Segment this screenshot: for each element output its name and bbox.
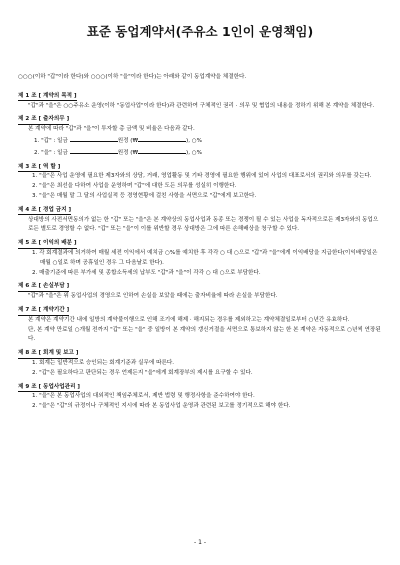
amount-blank-field[interactable]: [70, 135, 118, 142]
article-4: [18, 206, 382, 235]
amount-number-blank-field[interactable]: [138, 147, 186, 154]
article-6-paragraph: "갑"과 "을"은 위 동업사업의 경영으로 인하여 손실을 보았을 때에는 출자비율에 따라 손실을 부담한다.: [28, 293, 278, 300]
article-6: [18, 282, 382, 302]
article-5-title: 제 5 조 [ 이익의 배분 ]: [18, 239, 77, 249]
page-number: - 1 -: [194, 539, 206, 546]
article-4-paragraph: 상대방의 사전서면동의가 없는 한 "갑" 또는 "을"은 본 계약상의 동업사업과 동종 또는 경쟁이 될 수 있는 사업을 독자적으로든 제3자와의 동업으로든 별도로 경영할 수 없다. "갑" 또는 "을"이 이를 위반할 경우 상대방은 그에 따른 손해배상을 청구할 수 있다.: [28, 216, 379, 233]
article-1-title: 제 1 조 [ 계약의 목적 ]: [18, 92, 77, 102]
amount-blank-field[interactable]: [70, 147, 118, 154]
article-3: [18, 163, 382, 202]
investment-gap-prefix: 1. "갑" : 일금: [34, 137, 68, 144]
investment-line-eul: [18, 147, 382, 159]
investment-gap-mid: 원정 (₩: [117, 137, 139, 144]
article-7: [18, 306, 382, 345]
article-2-paragraph: 본 계약에 따라 "갑"과 "을"이 투자할 총 금액 및 비율은 다음과 같다.: [28, 126, 195, 133]
list-item: 2. 매출기준에 따른 부가세 및 종합소득세의 납부도 "갑"과 "을"이 각각 ○ 대 ○으로 부담한다.: [32, 269, 261, 276]
investment-eul-prefix: 2. "을" : 일금: [34, 149, 68, 156]
article-5: [18, 239, 382, 278]
article-8-title: 제 8 조 [ 회계 및 보고 ]: [18, 349, 78, 359]
article-3-title: 제 3 조 [ 역 할 ]: [18, 163, 60, 173]
article-2-title: 제 2 조 [ 출자의무 ]: [18, 115, 69, 125]
intro-text: ○○○(이하 "갑"이라 한다)와 ○○○(이하 "을"이라 한다)는 아래와 같이 동업계약을 체결한다.: [18, 74, 247, 80]
investment-gap-suffix: ), ○%: [186, 137, 202, 144]
article-1: [18, 92, 382, 112]
investment-line-gap: [18, 135, 382, 147]
article-7-title: 제 7 조 [ 계약기간 ]: [18, 306, 69, 316]
article-4-title: 제 4 조 [ 경업 금지 ]: [18, 206, 71, 216]
amount-number-blank-field[interactable]: [138, 135, 186, 142]
document-body: [18, 73, 382, 416]
article-2: [18, 115, 382, 158]
article-9-title: 제 9 조 [ 동업사업관리 ]: [18, 383, 80, 393]
list-item: 2. "을"은 "갑"의 규정이나 구체적인 지시에 따라 본 동업사업 운영과 관련된 보고를 정기적으로 해야 한다.: [32, 403, 291, 410]
article-1-paragraph: "갑"과 "을"은 ○○주유소 운영(이하 "동업사업"이라 한다)과 관련하여 구체적인 권리 · 의무 및 협업의 내용을 정하기 위해 본 계약을 체결한다.: [28, 102, 375, 109]
list-item: 2. "을"은 최선을 다하여 사업을 운영하며 "갑"에 대한 도든 의무를 성실히 이행한다.: [32, 183, 237, 190]
article-6-title: 제 6 조 [ 손실부담 ]: [18, 282, 69, 292]
list-item: 2. "갑"은 필요하다고 판단되는 경우 언제든지 "을"에게 회계장부의 제시를 요구할 수 있다.: [32, 369, 253, 376]
article-9: [18, 383, 382, 412]
list-item: 1. "을"은 사업 운영에 필요한 제3자와의 상담, 거래, 영업활동 및 기타 경영에 필요한 행위에 있어 사업의 대표로서의 권리와 의무를 갖는다.: [32, 173, 372, 180]
article-7-paragraph: 단, 본 계약 만료일 ○개월 전까지 "갑" 또는 "을" 중 일방이 본 계약의 갱신거절을 서면으로 통보하지 않는 한 본 계약은 자동적으로 ○년씩 연장된다.: [28, 326, 381, 343]
list-item: 3. "을"은 매월 말 그 달의 사업실적 등 경영현황에 걸친 사항을 서면으로 "갑"에게 보고한다.: [32, 192, 257, 199]
list-item: 1. 각 회계결과에 의거하여 매월 세전 이익에서 예치금 ○%를 예치한 후 각각 ○ 대 ○으로 "갑"과 "을"에게 이익배당을 지급한다(이익배당일은 매월 ○일로 하며 공휴일인 경우 그 다음날로 한다).: [32, 249, 378, 266]
document-title: 표준 동업계약서(주유소 1인이 운영책임): [86, 24, 314, 39]
article-7-paragraph: 본 계약은 계약기간 내에 일방의 계약불이행으로 인해 조기에 해제 · 해지되는 경우를 제외하고는 계약체결일로부터 ○년간 유효하다.: [28, 316, 350, 323]
investment-eul-mid: 원정 (₩: [117, 149, 139, 156]
list-item: 1. 회계는 일반적으로 승인되는 회계기준과 실무에 따른다.: [32, 359, 175, 366]
investment-eul-suffix: ), ○%: [186, 149, 202, 156]
list-item: 1. "을"은 본 동업사업의 대외적인 책임주체로서, 제반 법령 및 행정사항을 준수하여야 한다.: [32, 393, 255, 400]
article-8: [18, 349, 382, 378]
